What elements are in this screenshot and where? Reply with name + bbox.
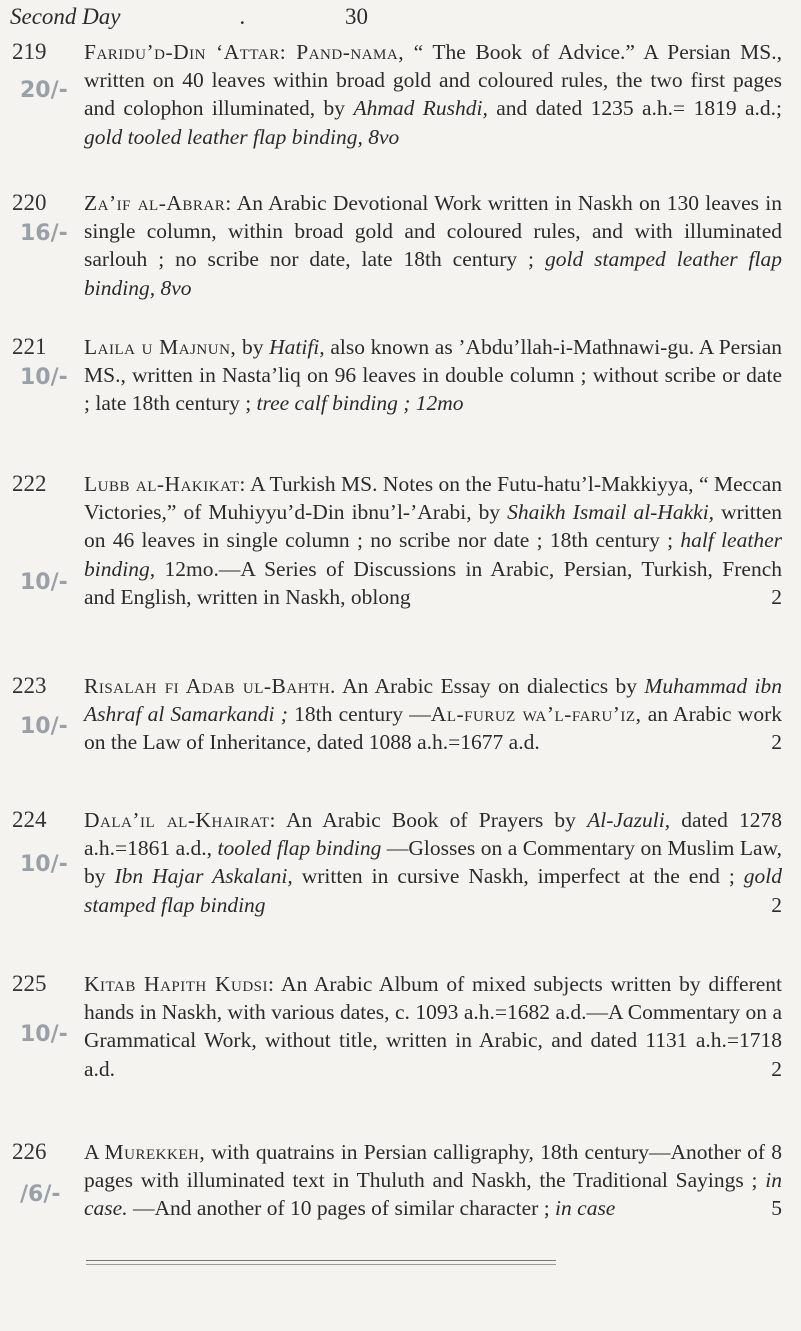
- lot-number: 223: [12, 673, 47, 698]
- entry-text: An Arabic Book of Prayers by: [276, 808, 588, 832]
- handwritten-price-note: 10/-: [20, 570, 68, 595]
- entry-text: an Arabic work on the Law of Inheritance, dated 1088 a.h.=1677 a.d.: [84, 702, 782, 755]
- price: 5: [771, 1196, 782, 1221]
- entry-italic: tree calf binding ; 12mo: [256, 391, 464, 416]
- handwritten-price-note: 10/-: [20, 1022, 68, 1047]
- entry-italic: in case: [555, 1196, 616, 1221]
- handwritten-price-note: 10/-: [20, 365, 68, 390]
- entry-title: Risalah fi Adab ul-Bahth.: [84, 674, 336, 698]
- entry-italic: Ibn Hajar Askalani,: [114, 864, 293, 889]
- entry-text: dated 1278 a.h.=1861 a.d.,: [84, 808, 782, 861]
- entry-text: written in cursive Naskh, imperfect at the end ;: [292, 864, 744, 889]
- handwritten-price-note: /6/-: [20, 1182, 61, 1207]
- entry-text: An Arabic Essay on dialectics by: [335, 674, 645, 698]
- entry-title: Za’if al-Abrar:: [84, 191, 232, 215]
- running-head: [10, 2, 781, 36]
- entry-text: —Glosses on a Commentary on Muslim Law, by: [84, 836, 782, 889]
- entry-text: written on 46 leaves in single column ; no scribe nor date ; 18th century ;: [84, 500, 782, 553]
- entry-description: [84, 470, 782, 611]
- price: 2: [771, 1056, 782, 1081]
- entry-description: [84, 970, 782, 1083]
- entry-italic: Muhammad ibn Ashraf al Samarkandi ;: [84, 674, 783, 727]
- entry-description: [84, 806, 782, 919]
- entry-italic: tooled flap binding: [217, 836, 382, 861]
- running-head-separator: .: [240, 4, 246, 29]
- lot-number: 226: [12, 1139, 47, 1164]
- entry-text: 18th century —: [287, 702, 431, 727]
- entry-italic: Ahmad Rushdi,: [353, 96, 488, 121]
- lot-number: 222: [12, 471, 47, 496]
- entry-text: A: [84, 1140, 105, 1164]
- entry-title: Laila u Majnun,: [84, 335, 237, 359]
- entry-description: [84, 672, 782, 757]
- lot-number: 224: [12, 807, 47, 832]
- running-head-section: Second Day: [10, 4, 121, 29]
- lot-number: 225: [12, 971, 47, 996]
- entry-text: “ The Book of Advice.” A Persian MS., written on 40 leaves within broad gold and coloured rules, the two first pages and colophon illuminated, by: [84, 40, 782, 121]
- entry-text: 12mo.—A Series of Discussions in Arabic, Persian, Turkish, French and English, written in Naskh, oblong: [84, 556, 782, 609]
- page-number: 30: [345, 4, 368, 29]
- entry-text: A Turkish MS. Notes on the Futu-hatu’l-Makkiyya, “ Meccan Victories,” of Muhiyyu’d-Din ibnu’l-’Arabi, by: [84, 472, 782, 525]
- entry-italic: gold stamped leather flap binding, 8vo: [84, 247, 782, 300]
- lot-number: 220: [12, 190, 47, 215]
- entry-title: Al-furuz wa’l-faru’iz,: [430, 702, 642, 727]
- entry-text: also known as ’Abdu’llah-i-Mathnawi-gu. A Persian MS., written in Nasta’liq on 96 leaves in double column ; without scribe or date ; late 18th century ;: [84, 335, 782, 416]
- entry-italic: gold tooled leather flap binding, 8vo: [84, 124, 400, 149]
- entry-text: by: [236, 335, 270, 359]
- entry-italic: Hatifi,: [269, 335, 325, 359]
- entry-text: —And another of 10 pages of similar character ;: [127, 1196, 556, 1221]
- entry-italic: Shaikh Ismail al-Hakki,: [507, 500, 715, 525]
- lot-number: 219: [12, 39, 47, 64]
- handwritten-price-note: 20/-: [20, 78, 68, 103]
- entry-description: [84, 333, 782, 418]
- entry-description: [84, 1138, 782, 1223]
- entry-text: An Arabic Album of mixed subjects written by different hands in Naskh, with various dates, c. 1093 a.h.=1682 a.d.—A Commentary on a Grammatical Work, without title, written in Arabic, and dated 1131 a.h.=1718 a.d.: [84, 972, 783, 1081]
- entry-title: Kitab Hapith Kudsi:: [84, 972, 275, 996]
- entry-italic: in case.: [84, 1168, 782, 1221]
- price: 2: [771, 730, 782, 755]
- handwritten-price-note: 10/-: [20, 714, 68, 739]
- entry-title: Lubb al-Hakikat:: [84, 472, 246, 496]
- handwritten-price-note: 10/-: [20, 852, 68, 877]
- entry-italic: Al-Jazuli,: [587, 808, 671, 832]
- entry-text: and dated 1235 a.h.= 1819 a.d.;: [487, 96, 782, 121]
- handwritten-price-note: 16/-: [20, 221, 68, 246]
- price: 2: [771, 584, 782, 609]
- entry-title: Faridu’d-Din ‘Attar: Pand-nama,: [84, 40, 405, 64]
- closing-rule: [86, 1260, 556, 1265]
- entry-text: with quatrains in Persian calligraphy, 18th century—Another of 8 pages with illuminated text in Thuluth and Naskh, the Traditional Sayings ;: [84, 1140, 782, 1193]
- entry-text: An Arabic Devotional Work written in Naskh on 130 leaves in single column, within broad gold and coloured rules, and with illuminated sarlouh ; no scribe nor date, late 18th century ;: [84, 191, 782, 272]
- entry-title: Dala’il al-Khairat:: [84, 808, 276, 832]
- price: 2: [771, 892, 782, 917]
- entry-description: [84, 189, 782, 302]
- entry-description: [84, 38, 782, 151]
- entry-italic: half leather binding,: [84, 528, 782, 581]
- lot-number: 221: [12, 334, 47, 359]
- entry-title: Murekkeh,: [104, 1140, 206, 1164]
- entry-italic: gold stamped flap binding: [84, 864, 783, 917]
